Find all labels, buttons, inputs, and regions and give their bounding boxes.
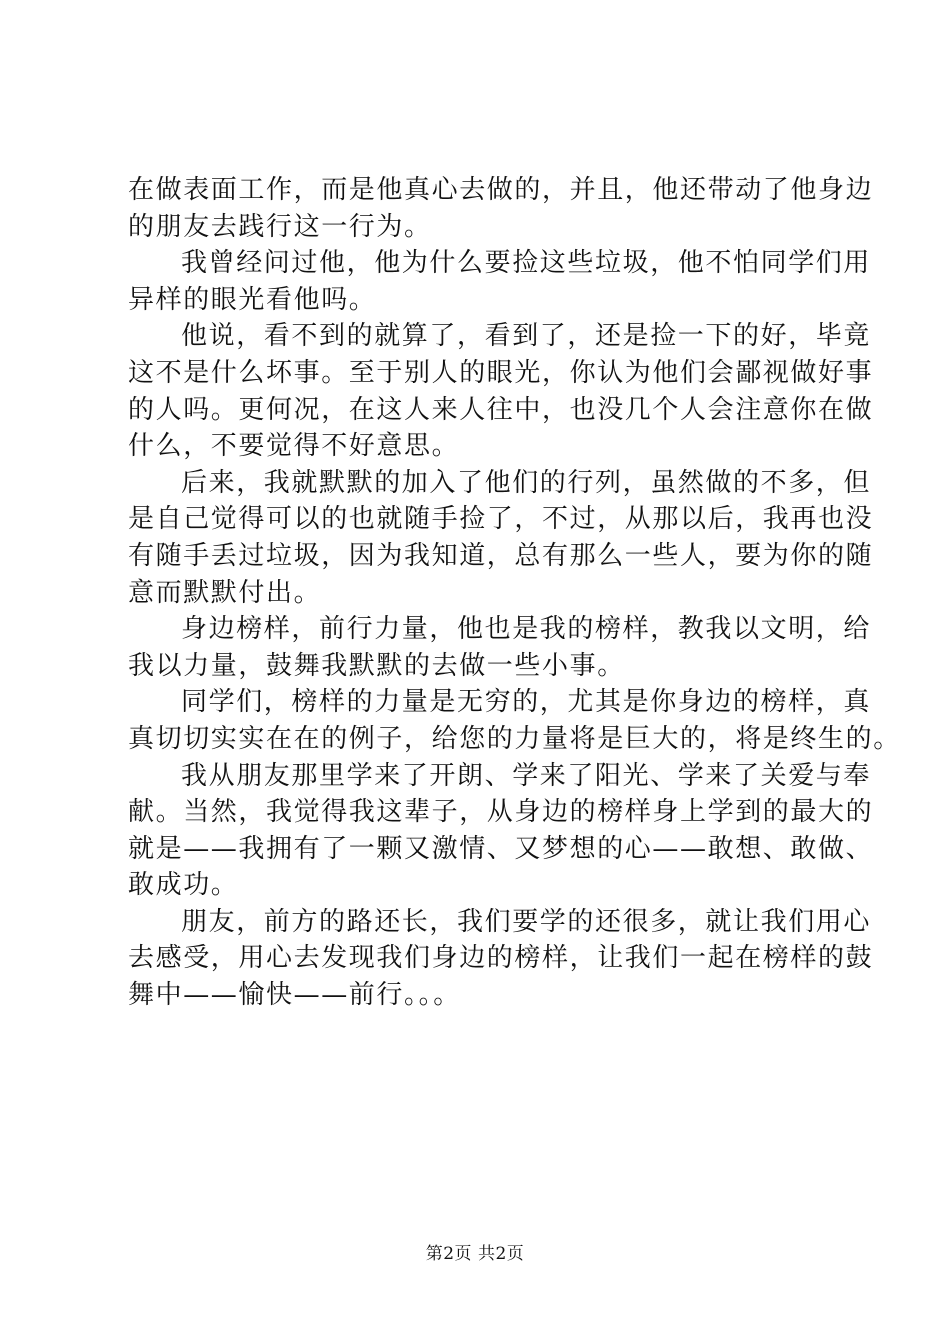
body-text — [128, 172, 901, 1014]
paragraph-first-line: 我从朋友那里学来了开朗、学来了阳光、学来了关爱与奉 — [181, 760, 872, 791]
text-line: 献。当然，我觉得我这辈子，从身边的榜样身上学到的最大的 — [128, 797, 874, 828]
paragraph-first-line: 身边榜样，前行力量，他也是我的榜样，教我以文明，给 — [181, 614, 872, 645]
text-line: 就是——我拥有了一颗又激情、又梦想的心——敢想、敢做、 — [128, 833, 874, 864]
text-line: 有随手丢过垃圾，因为我知道，总有那么一些人，要为你的随 — [128, 540, 874, 571]
text-line: 真切切实实在在的例子，给您的力量将是巨大的，将是终生的。 — [128, 723, 901, 754]
paragraph-first-line: 后来，我就默默的加入了他们的行列，虽然做的不多，但 — [181, 467, 872, 498]
text-line: 意而默默付出。 — [128, 577, 322, 608]
text-line: 是自己觉得可以的也就随手捡了，不过，从那以后，我再也没 — [128, 504, 874, 535]
text-line: 的朋友去践行这一行为。 — [128, 211, 432, 242]
text-line: 什么，不要觉得不好意思。 — [128, 431, 460, 462]
text-line: 异样的眼光看他吗。 — [128, 284, 377, 315]
text-line: 舞中——愉快——前行。。。 — [128, 980, 461, 1011]
text-line: 的人吗。更何况，在这人来人往中，也没几个人会注意你在做 — [128, 394, 874, 425]
text-line: 我以力量，鼓舞我默默的去做一些小事。 — [128, 650, 625, 681]
text-line: 敢成功。 — [128, 870, 239, 901]
paragraph-first-line: 他说，看不到的就算了，看到了，还是捡一下的好，毕竟 — [181, 321, 872, 352]
paragraph-first-line: 我曾经问过他，他为什么要捡这些垃圾，他不怕同学们用 — [181, 248, 872, 279]
text-line: 这不是什么坏事。至于别人的眼光，你认为他们会鄙视做好事 — [128, 357, 874, 388]
paragraph-first-line: 同学们，榜样的力量是无穷的，尤其是你身边的榜样，真 — [181, 687, 872, 718]
paragraph-first-line: 朋友，前方的路还长，我们要学的还很多，就让我们用心 — [181, 906, 872, 937]
text-line: 去感受，用心去发现我们身边的榜样，让我们一起在榜样的鼓 — [128, 943, 874, 974]
page-number-footer: 第2页 共2页 — [425, 1244, 525, 1264]
text-line: 在做表面工作，而是他真心去做的，并且，他还带动了他身边 — [128, 175, 874, 205]
